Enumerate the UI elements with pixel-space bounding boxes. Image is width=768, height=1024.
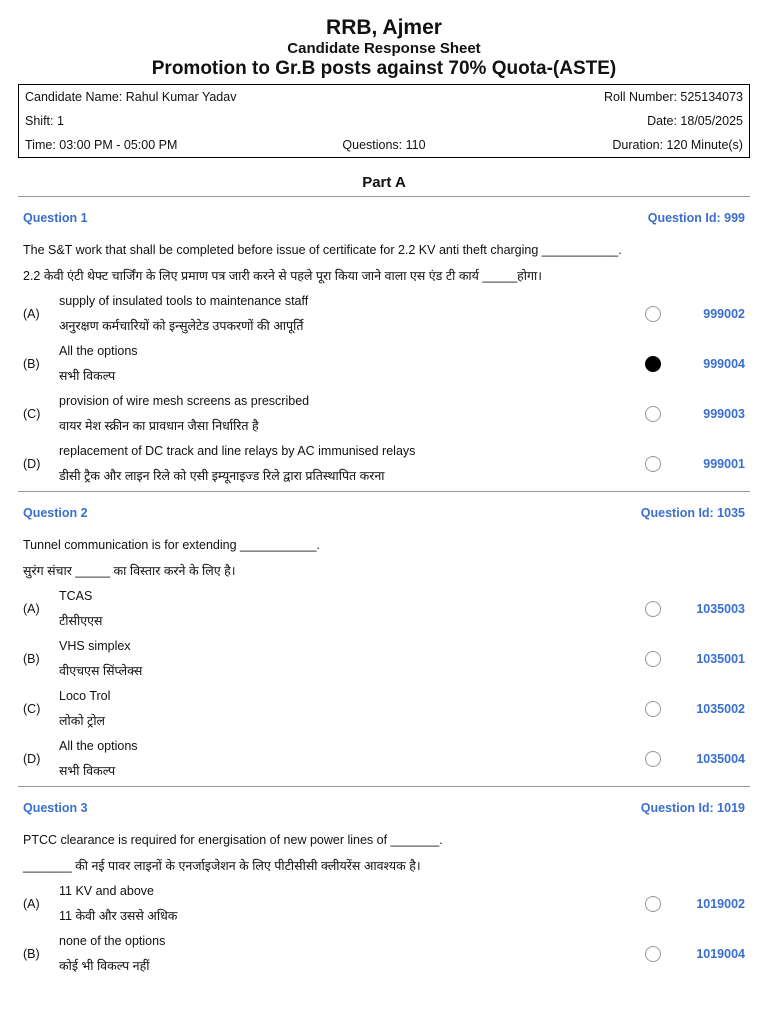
option-text-hi: 11 केवी और उससे अधिक (59, 909, 178, 923)
option-letter: (C) (23, 702, 41, 716)
question-text-hi: सुरंग संचार _____ का विस्तार करने के लिए है। (23, 564, 236, 578)
exam-title: Promotion to Gr.B posts against 70% Quota-(ASTE) (151, 58, 617, 79)
option-id: 1019004 (696, 947, 745, 961)
option-id: 1019002 (696, 897, 745, 911)
option-letter: (D) (23, 457, 41, 471)
option-text (59, 734, 645, 784)
option-row (18, 929, 750, 979)
option-text (59, 289, 645, 339)
option-radio[interactable] (645, 306, 661, 322)
question-text-hi: _______ की नई पावर लाइनों के एनर्जाइजेशन के लिए पीटीसीसी क्लीयरेंस आवश्यक है। (23, 859, 421, 873)
option-text (59, 684, 645, 734)
question-text-en: PTCC clearance is required for energisation of new power lines of _______. (23, 833, 443, 847)
option-row (18, 734, 750, 784)
option-letter: (D) (23, 752, 41, 766)
question-header (18, 208, 750, 228)
question-header (18, 798, 750, 818)
question-text-en: Tunnel communication is for extending ___________. (23, 538, 320, 552)
option-text (59, 879, 645, 929)
option-radio[interactable] (645, 896, 661, 912)
option-text-hi: सभी विकल्प (59, 764, 116, 778)
option-text-en: All the options (59, 344, 138, 358)
org-title: RRB, Ajmer (326, 16, 442, 39)
option-row (18, 684, 750, 734)
option-letter: (C) (23, 407, 41, 421)
option-text-hi: लोको ट्रोल (59, 714, 106, 728)
option-letter: (B) (23, 652, 40, 666)
option-text-hi: अनुरक्षण कर्मचारियों को इन्सुलेटेड उपकरणों की आपूर्ति (59, 319, 304, 333)
option-row (18, 634, 750, 684)
question-id: Question Id: 1035 (640, 506, 745, 520)
option-text (59, 439, 645, 489)
option-id: 999002 (703, 307, 745, 321)
option-id: 1035003 (696, 602, 745, 616)
option-letter: (A) (23, 307, 40, 321)
option-text-hi: टीसीएएस (59, 614, 103, 628)
option-text-hi: वायर मेश स्क्रीन का प्रावधान जैसा निर्धारित है (59, 419, 259, 433)
question-id: Question Id: 1019 (640, 801, 745, 815)
option-row (18, 584, 750, 634)
candidate-name: Candidate Name: Rahul Kumar Yadav (25, 90, 237, 104)
option-text (59, 929, 645, 979)
question-text-en: The S&T work that shall be completed before issue of certificate for 2.2 KV anti theft charging ___________. (23, 243, 622, 257)
sheet-header (0, 0, 768, 81)
option-id: 999003 (703, 407, 745, 421)
info-row-2 (25, 109, 743, 133)
question-count: Questions: 110 (342, 138, 426, 152)
option-letter: (A) (23, 897, 40, 911)
option-row (18, 389, 750, 439)
option-text-en: 11 KV and above (59, 884, 154, 898)
option-text (59, 634, 645, 684)
part-title: Part A (362, 174, 406, 191)
option-text-en: All the options (59, 739, 138, 753)
option-text-en: none of the options (59, 934, 166, 948)
option-radio[interactable] (645, 406, 661, 422)
question-block (18, 208, 750, 492)
option-letter: (A) (23, 602, 40, 616)
option-id: 1035001 (696, 652, 745, 666)
option-radio[interactable] (645, 356, 661, 372)
candidate-info-box (18, 84, 750, 158)
option-id: 999004 (703, 357, 745, 371)
question-list (0, 208, 768, 979)
info-row-1 (25, 85, 743, 109)
part-divider (18, 196, 750, 197)
option-text-hi: सभी विकल्प (59, 369, 116, 383)
option-id: 1035004 (696, 752, 745, 766)
option-letter: (B) (23, 947, 40, 961)
question-divider (18, 786, 750, 787)
option-text-hi: कोई भी विकल्प नहीं (59, 959, 150, 973)
question-label: Question 2 (23, 506, 88, 520)
option-row (18, 339, 750, 389)
option-text (59, 389, 645, 439)
question-header (18, 503, 750, 523)
option-row (18, 439, 750, 489)
option-text-hi: वीएचएस सिंप्लेक्स (59, 664, 143, 678)
option-radio[interactable] (645, 751, 661, 767)
question-text-hi: 2.2 केवी एंटी थेफ्ट चार्जिंग के लिए प्रमाण पत्र जारी करने से पहले पूरा किया जाने वाला एस एंड टी कार्य _____होगा। (23, 269, 543, 283)
option-radio[interactable] (645, 456, 661, 472)
question-divider (18, 491, 750, 492)
exam-duration: Duration: 120 Minute(s) (612, 138, 743, 152)
option-radio[interactable] (645, 701, 661, 717)
option-text-en: TCAS (59, 589, 93, 603)
option-radio[interactable] (645, 946, 661, 962)
option-text-en: Loco Trol (59, 689, 111, 703)
question-block (18, 503, 750, 787)
question-id: Question Id: 999 (647, 211, 745, 225)
exam-date: Date: 18/05/2025 (647, 114, 743, 128)
option-id: 1035002 (696, 702, 745, 716)
option-text-hi: डीसी ट्रैक और लाइन रिले को एसी इम्यूनाइज्ड रिले द्वारा प्रतिस्थापित करना (59, 469, 385, 483)
question-label: Question 3 (23, 801, 88, 815)
info-row-3 (25, 133, 743, 157)
option-text-en: provision of wire mesh screens as prescribed (59, 394, 310, 408)
option-radio[interactable] (645, 601, 661, 617)
question-label: Question 1 (23, 211, 88, 225)
shift: Shift: 1 (25, 114, 64, 128)
option-text-en: replacement of DC track and line relays by AC immunised relays (59, 444, 416, 458)
option-text (59, 339, 645, 389)
sheet-subtitle: Candidate Response Sheet (287, 40, 481, 57)
exam-time: Time: 03:00 PM - 05:00 PM (25, 138, 178, 152)
option-radio[interactable] (645, 651, 661, 667)
question-block (18, 798, 750, 979)
option-text-en: supply of insulated tools to maintenance staff (59, 294, 309, 308)
option-row (18, 879, 750, 929)
option-text-en: VHS simplex (59, 639, 131, 653)
option-text (59, 584, 645, 634)
option-row (18, 289, 750, 339)
roll-number: Roll Number: 525134073 (604, 90, 743, 104)
option-letter: (B) (23, 357, 40, 371)
option-id: 999001 (703, 457, 745, 471)
